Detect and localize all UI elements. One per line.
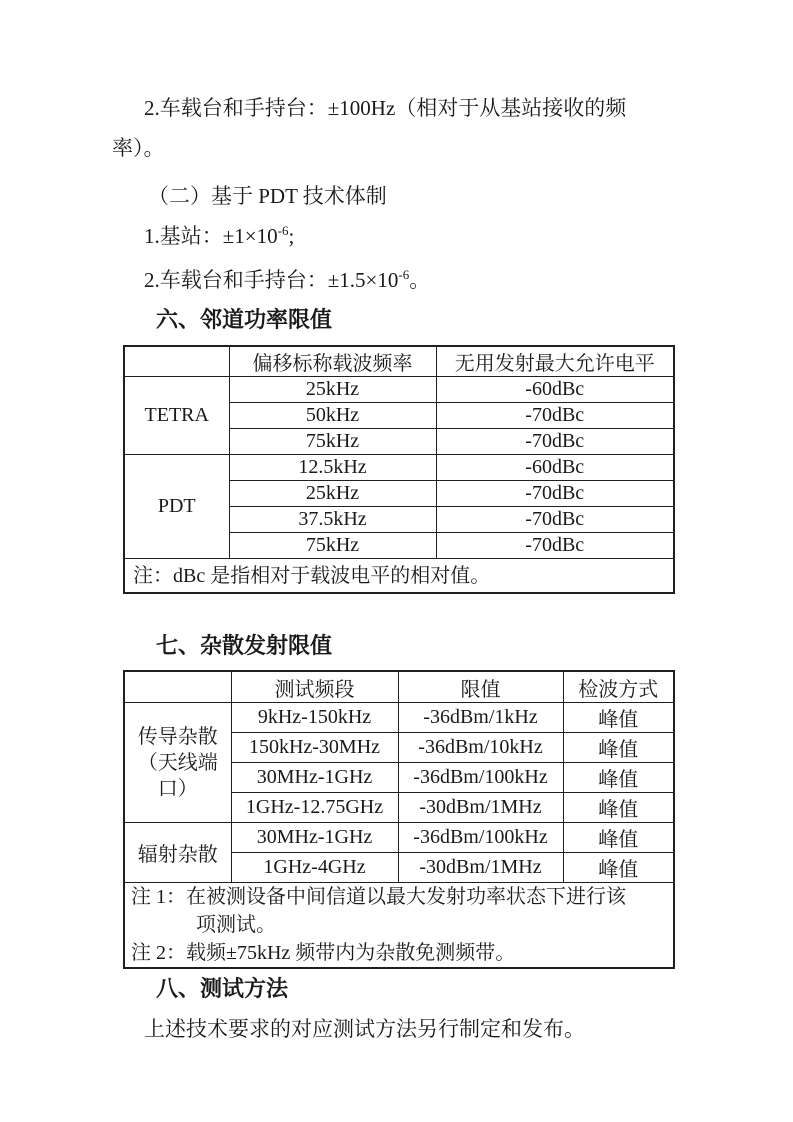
table-cell: -60dBc: [436, 455, 674, 481]
table-header-detection-mode: 检波方式: [563, 671, 674, 703]
table-cell: 12.5kHz: [229, 455, 436, 481]
table-note-1-line2: 项测试。: [196, 914, 276, 936]
table-cell: 峰值: [563, 823, 674, 853]
table-cell: -30dBm/1MHz: [398, 793, 563, 823]
table-cell: -70dBc: [436, 429, 674, 455]
table-cell: 峰值: [563, 703, 674, 733]
table-cell: 9kHz-150kHz: [231, 703, 398, 733]
paragraph-frequency-tolerance-line2: 率）。: [112, 136, 165, 160]
table-cell: 峰值: [563, 793, 674, 823]
table-cell: 150kHz-30MHz: [231, 733, 398, 763]
table-cell: -36dBm/10kHz: [398, 733, 563, 763]
exponent: -6: [398, 267, 410, 282]
group-label-conducted-spurious: [124, 703, 231, 823]
spurious-emission-table: [123, 670, 675, 969]
table-cell: 30MHz-1GHz: [231, 763, 398, 793]
table-notes: [124, 883, 674, 969]
table-header-empty: [124, 346, 229, 377]
table-cell: 峰值: [563, 733, 674, 763]
table-row: [124, 377, 674, 403]
table-cell: -70dBc: [436, 481, 674, 507]
list-item-punct: ;: [288, 224, 295, 248]
table-header-test-band: 测试频段: [231, 671, 398, 703]
table-note-row: [124, 559, 674, 594]
table-header-empty: [124, 671, 231, 703]
group-label-radiated-spurious: 辐射杂散: [124, 823, 231, 883]
table-cell: 75kHz: [229, 429, 436, 455]
table-cell: 1GHz-4GHz: [231, 853, 398, 883]
table-header-offset-frequency: 偏移标称载波频率: [229, 346, 436, 377]
table-cell: 峰值: [563, 763, 674, 793]
table-cell: 50kHz: [229, 403, 436, 429]
table-cell: -70dBc: [436, 507, 674, 533]
paragraph-test-method: 上述技术要求的对应测试方法另行制定和发布。: [144, 1017, 585, 1041]
table-note-1-line1: 注 1：在被测设备中间信道以最大发射功率状态下进行该: [131, 886, 626, 908]
table-cell: -30dBm/1MHz: [398, 853, 563, 883]
list-item-punct: 。: [409, 268, 431, 292]
table-cell: 1GHz-12.75GHz: [231, 793, 398, 823]
table-note: 注：dBc 是指相对于载波电平的相对值。: [124, 559, 674, 594]
table-header-row: [124, 346, 674, 377]
table-header-limit: 限值: [398, 671, 563, 703]
table-row: [124, 455, 674, 481]
table-cell: -70dBc: [436, 403, 674, 429]
paragraph-frequency-tolerance-line1: 2.车载台和手持台：±100Hz（相对于从基站接收的频: [144, 96, 627, 120]
table-header-row: [124, 671, 674, 703]
section-heading-test-method: 八、测试方法: [156, 976, 289, 1001]
table-row: [124, 823, 674, 853]
table-row: [124, 703, 674, 733]
table-cell: -60dBc: [436, 377, 674, 403]
table-cell: -36dBm/1kHz: [398, 703, 563, 733]
table-cell: 25kHz: [229, 377, 436, 403]
table-note-2: 注 2：载频±75kHz 频带内为杂散免测频带。: [131, 942, 516, 964]
list-item-text: 1.基站：±1×10: [144, 224, 278, 248]
table-cell: 峰值: [563, 853, 674, 883]
group-label-pdt: PDT: [124, 455, 229, 559]
list-item-base-station: [112, 216, 675, 256]
list-item-mobile-handheld: [112, 260, 675, 300]
group-label-text: 传导杂散（天线端口）: [137, 725, 218, 800]
table-header-max-allowed-level: 无用发射最大允许电平: [436, 346, 674, 377]
section-heading-spurious-emission: 七、杂散发射限值: [156, 633, 333, 658]
group-label-tetra: TETRA: [124, 377, 229, 455]
subheading-pdt-system: （二）基于 PDT 技术体制: [148, 184, 387, 208]
table-cell: 37.5kHz: [229, 507, 436, 533]
exponent: -6: [277, 223, 289, 238]
table-note-row: [124, 883, 674, 969]
table-cell: 30MHz-1GHz: [231, 823, 398, 853]
list-item-text: 2.车载台和手持台：±1.5×10: [144, 268, 399, 292]
table-cell: -36dBm/100kHz: [398, 823, 563, 853]
table-cell: -70dBc: [436, 533, 674, 559]
table-cell: 75kHz: [229, 533, 436, 559]
table-cell: 25kHz: [229, 481, 436, 507]
section-heading-adjacent-channel-power: 六、邻道功率限值: [156, 307, 333, 332]
table-cell: -36dBm/100kHz: [398, 763, 563, 793]
adjacent-channel-power-table: [123, 345, 675, 594]
